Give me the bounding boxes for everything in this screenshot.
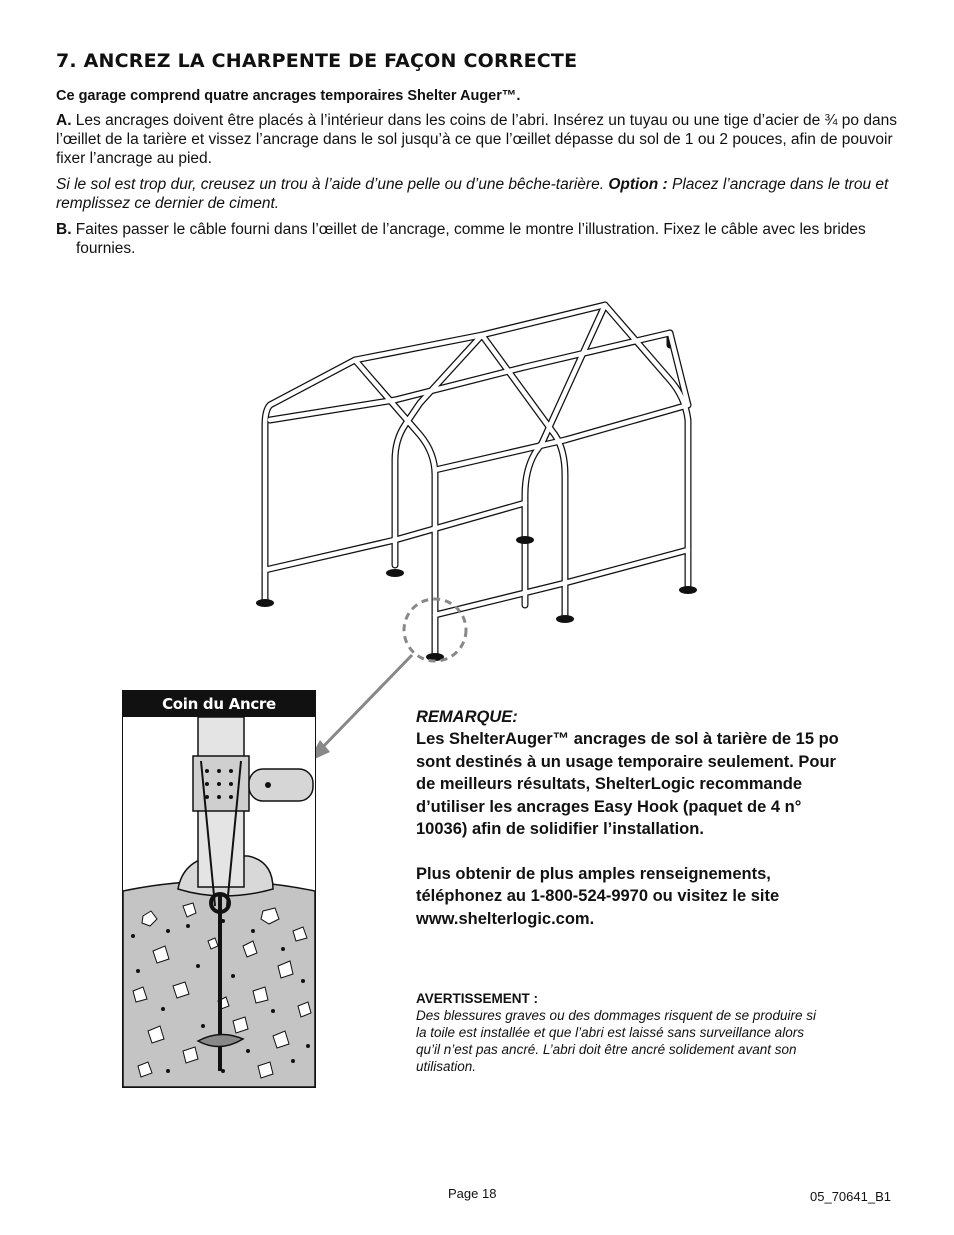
step-b-text: Faites passer le câble fourni dans l’œillet de l’ancrage, comme le montre l’illustration. Fixez le câble avec les brides fournies. [71, 221, 866, 257]
step-a-text: Les ancrages doivent être placés à l’intérieur dans les coins de l’abri. Insérez un tuyau ou une tige d’acier de ¾ po dans l’œillet de la tarière et vissez l’ancrage dans le sol jusqu’à ce que l’œillet dépasse du sol de 1 ou 2 pouces, afin de pouvoir fixer l’ancrage au pied. [56, 112, 897, 167]
step-b-label: B. [56, 221, 72, 238]
anchor-detail-illustration [123, 691, 315, 1087]
step-a-label: A. [56, 112, 72, 129]
note-box [416, 706, 846, 930]
section-heading: 7. ANCREZ LA CHARPENTE DE FAÇON CORRECTE [56, 50, 578, 72]
warning-text: Des blessures graves ou des dommages risquent de se produire si la toile est installée et que l’abri est laissé sans surveillance alors qu’il n’est pas ancré. L’abri doit être ancré solidement avant son utilisation. [416, 1008, 816, 1074]
warning-title: AVERTISSEMENT : [416, 991, 539, 1006]
page-number: Page 18 [448, 1186, 497, 1201]
note-body: Les ShelterAuger™ ancrages de sol à tarière de 15 po sont destinés à un usage temporaire seulement. Pour de meilleurs résultats, ShelterLogic recommande d’utiliser les ancrages Easy Hook (paquet de 4 n° 10036) afin de solidifier l’installation. [416, 730, 839, 838]
anchor-corner-inset [122, 690, 316, 1088]
warning-box [416, 990, 816, 1075]
document-code: 05_70641_B1 [810, 1189, 891, 1204]
hint-option-label: Option : [608, 176, 668, 193]
inset-title: Coin du Ancre [123, 691, 315, 717]
hint-text: Si le sol est trop dur, creusez un trou à l’aide d’une pelle ou d’une bêche-tarière. [56, 176, 609, 193]
note-title: REMARQUE: [416, 708, 518, 726]
intro-text: Ce garage comprend quatre ancrages temporaires Shelter Auger™. [56, 88, 521, 104]
note-contact: Plus obtenir de plus amples renseignements, téléphonez au 1-800-524-9970 ou visitez le site www.shelterlogic.com. [416, 864, 780, 928]
hint-option-text: Placez l’ancrage dans le trou et remplissez ce dernier de ciment. [56, 176, 889, 212]
